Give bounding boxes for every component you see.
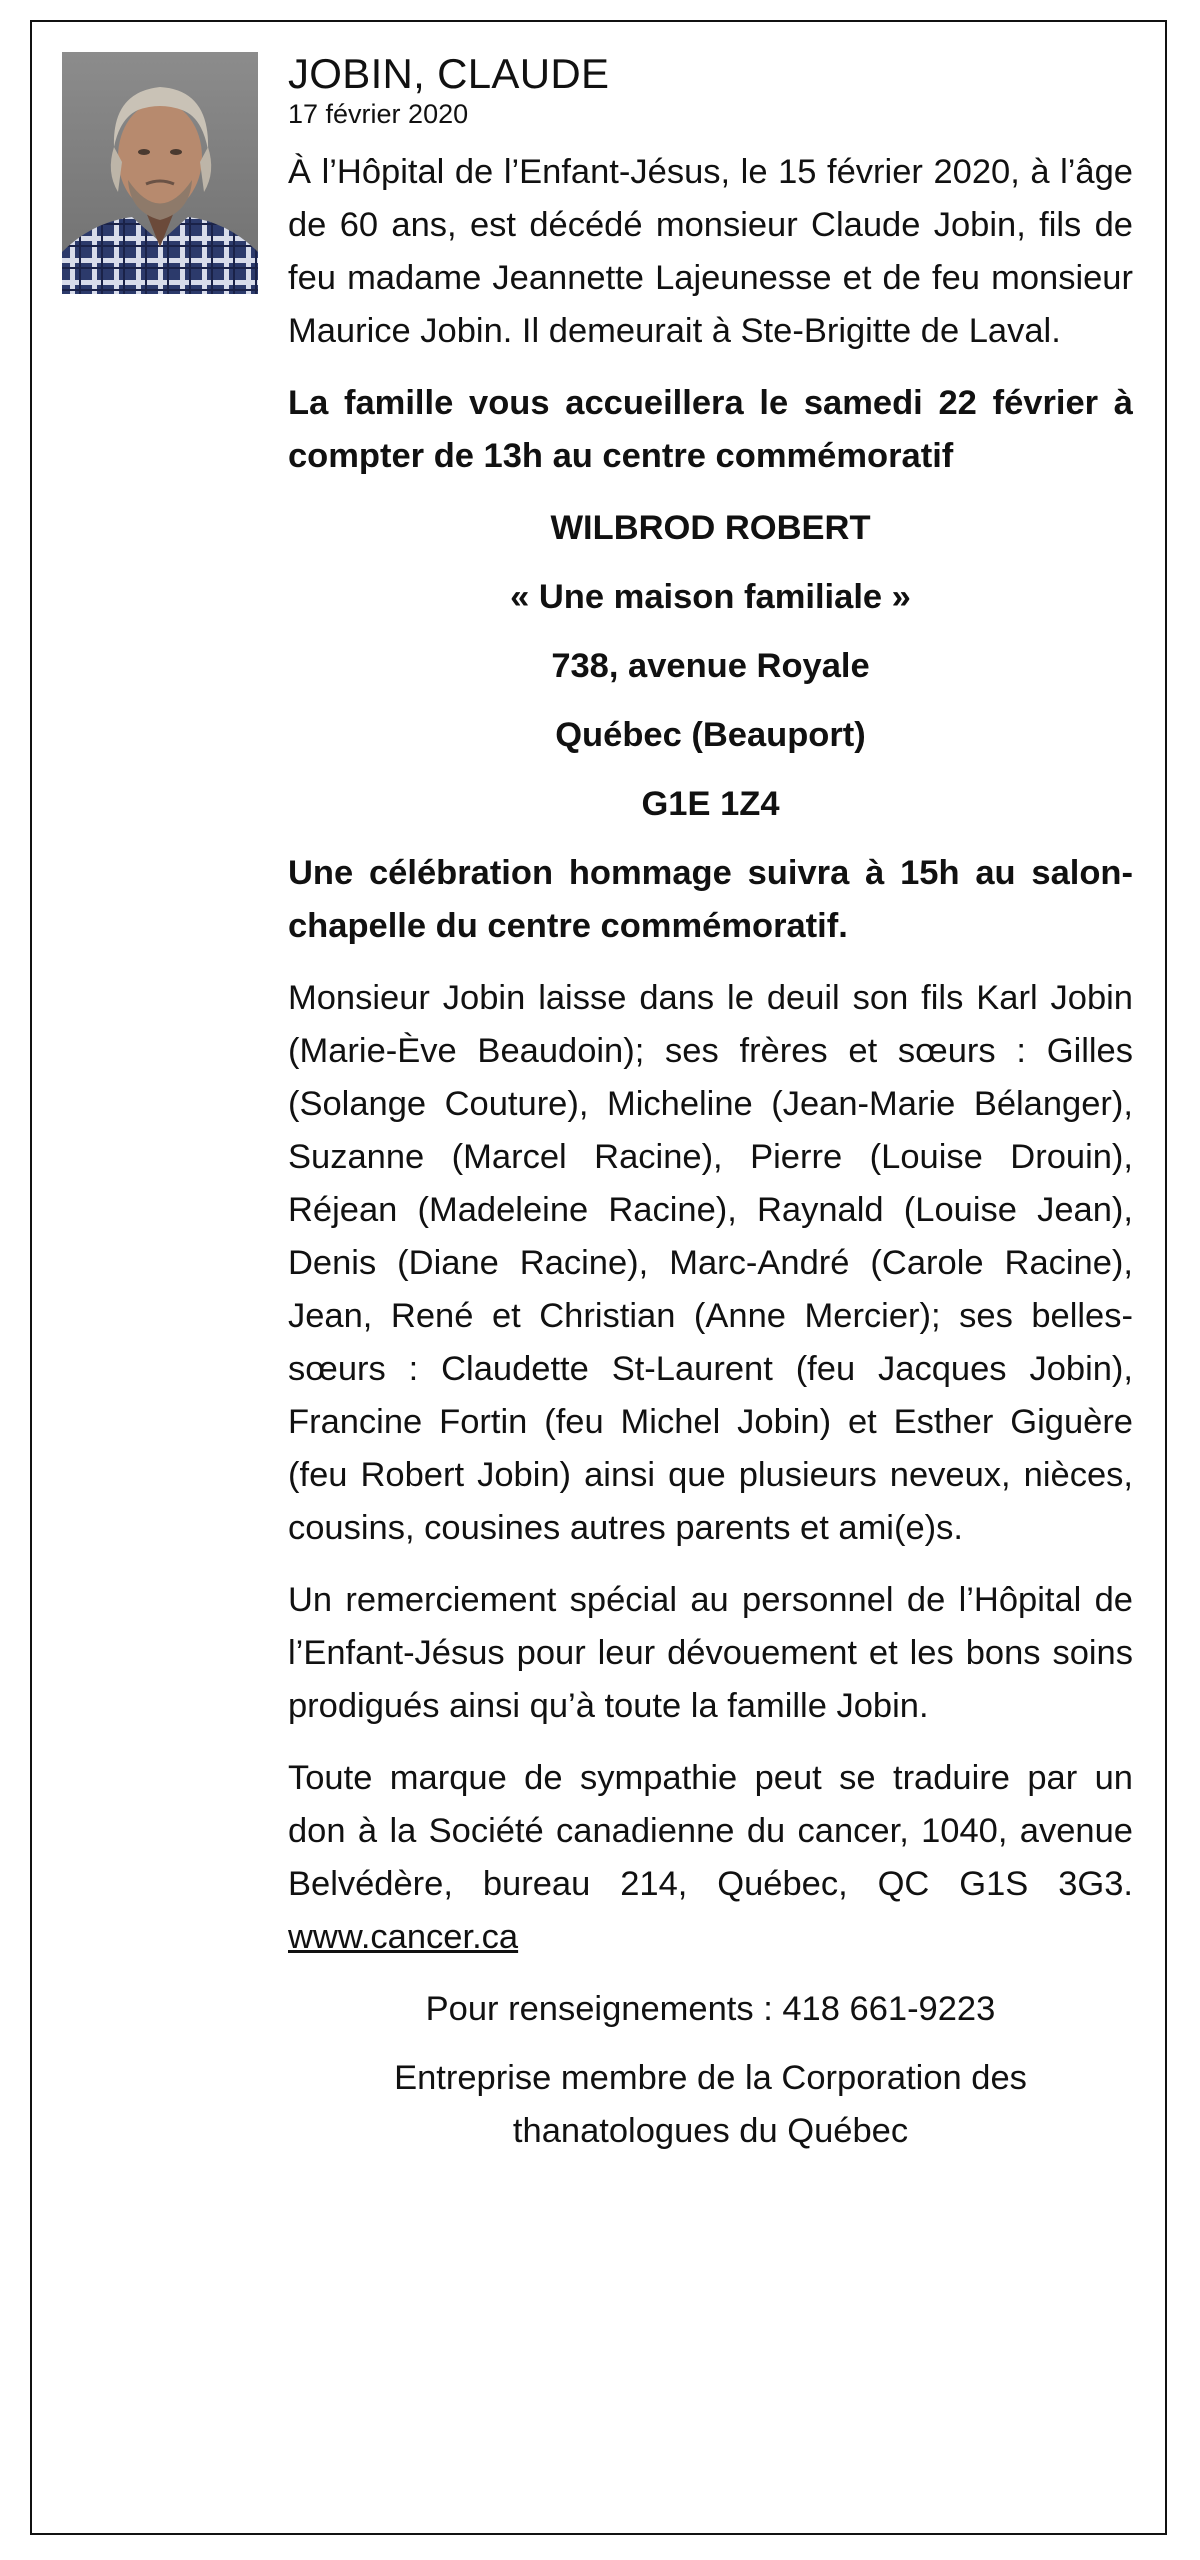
membership-line-1: Entreprise membre de la Corporation des [394, 2059, 1027, 2097]
intro-paragraph: À l’Hôpital de l’Enfant-Jésus, le 15 février 2020, à l’âge de 60 ans, est décédé monsieur Claude Jobin, fils de feu madame Jeannette Lajeunesse et de feu monsieur Maurice Jobin. Il demeurait à Ste-Brigitte de Laval. [288, 153, 1133, 350]
funeral-home-slogan: « Une maison familiale » [510, 578, 911, 616]
celebration-paragraph: Une célébration hommage suivra à 15h au salon-chapelle du centre commémoratif. [288, 854, 1133, 945]
funeral-home-street: 738, avenue Royale [551, 647, 870, 685]
visitation-paragraph: La famille vous accueillera le samedi 22 février à compter de 13h au centre commémoratif [288, 384, 1133, 475]
donation-paragraph [288, 1752, 1133, 1964]
obituary-content [288, 50, 1133, 2174]
cancer-website-link[interactable]: www.cancer.ca [288, 1918, 519, 1956]
funeral-home-city: Québec (Beauport) [555, 716, 866, 754]
deceased-name: JOBIN, CLAUDE [288, 50, 610, 97]
donation-text: Toute marque de sympathie peut se traduire par un don à la Société canadienne du cancer, 1040, avenue Belvédère, bureau 214, Québec, QC G1S 3G3. [288, 1759, 1133, 1903]
portrait-image [62, 52, 258, 294]
publication-date: 17 février 2020 [288, 99, 469, 129]
info-phone-line: Pour renseignements : 418 661-9223 [425, 1990, 996, 2028]
portrait-photo [62, 52, 258, 294]
funeral-home-postal: G1E 1Z4 [641, 785, 780, 823]
funeral-home-name: WILBROD ROBERT [550, 509, 871, 547]
thanks-paragraph: Un remerciement spécial au personnel de l’Hôpital de l’Enfant-Jésus pour leur dévouement et les bons soins prodigués ainsi qu’à toute la famille Jobin. [288, 1581, 1133, 1725]
membership-line-2: thanatologues du Québec [512, 2112, 909, 2150]
family-paragraph: Monsieur Jobin laisse dans le deuil son fils Karl Jobin (Marie-Ève Beaudoin); ses frères et sœurs : Gilles (Solange Couture), Micheline (Jean-Marie Bélanger), Suzanne (Marcel Racine), Pierre (Louise Drouin), Réjean (Madeleine Racine), Raynald (Louise Jean), Denis (Diane Racine), Marc-André (Carole Racine), Jean, René et Christian (Anne Mercier); ses belles-sœurs : Claudette St-Laurent (feu Jacques Jobin), Francine Fortin (feu Michel Jobin) et Esther Giguère (feu Robert Jobin) ainsi que plusieurs neveux, nièces, cousins, cousines autres parents et ami(e)s. [288, 979, 1133, 1547]
